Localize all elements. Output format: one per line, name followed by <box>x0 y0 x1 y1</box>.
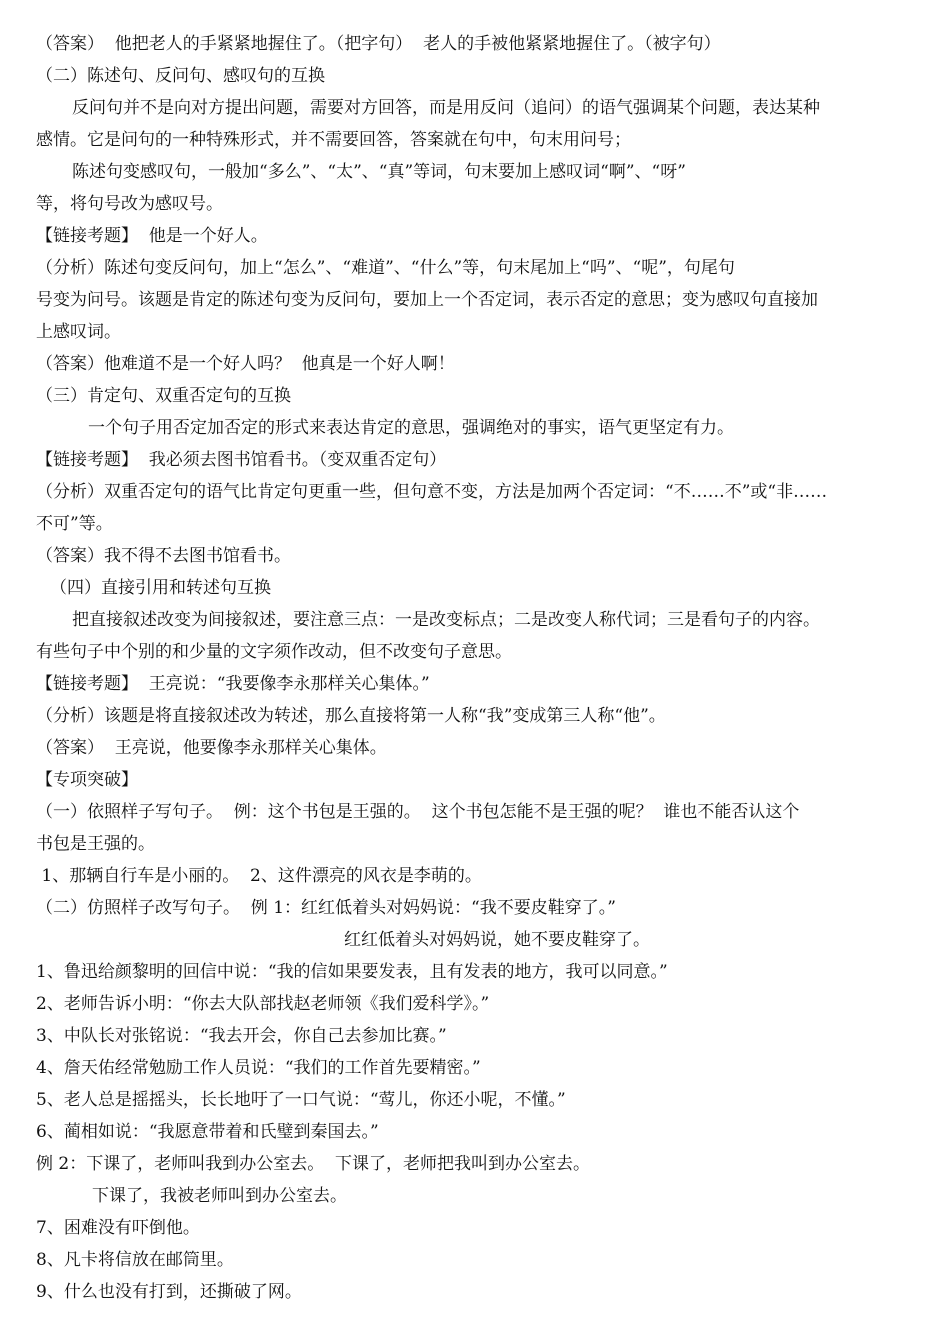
text-line: 1、那辆自行车是小丽的。 2、这件漂亮的风衣是李萌的。 <box>36 866 482 886</box>
text-line: 【链接考题】 我必须去图书馆看书。（变双重否定句） <box>36 450 447 470</box>
text-line: （一）依照样子写句子。 例：这个书包是王强的。 这个书包怎能不是王强的呢？ 谁也不能否认这个 <box>36 802 800 822</box>
text-line: （答案）我不得不去图书馆看书。 <box>36 546 291 566</box>
text-line: 感情。它是问句的一种特殊形式，并不需要回答，答案就在句中，句末用问号； <box>36 130 631 150</box>
section-heading: （二）陈述句、反问句、感叹句的互换 <box>36 66 325 86</box>
text-line: 【链接考题】 他是一个好人。 <box>36 226 268 246</box>
text-line: （答案）他难道不是一个好人吗？ 他真是一个好人啊！ <box>36 354 455 374</box>
exercise-item: 1、鲁迅给颜黎明的回信中说：“我的信如果要发表，且有发表的地方，我可以同意。” <box>36 962 668 982</box>
document-page <box>36 28 916 1308</box>
text-line: （答案） 他把老人的手紧紧地握住了。（把字句） 老人的手被他紧紧地握住了。（被字句） <box>36 34 721 54</box>
exercise-item: 7、困难没有吓倒他。 <box>36 1218 200 1238</box>
text-line: 一个句子用否定加否定的形式来表达肯定的意思，强调绝对的事实，语气更坚定有力。 <box>88 418 734 438</box>
text-line: 下课了，我被老师叫到办公室去。 <box>92 1186 347 1206</box>
text-line: 号变为问号。该题是肯定的陈述句变为反问句，要加上一个否定词，表示否定的意思；变为感叹句直接加 <box>36 290 818 310</box>
text-line: 反问句并不是向对方提出问题，需要对方回答，而是用反问（追问）的语气强调某个问题，表达某种 <box>72 98 820 118</box>
text-line: （二）仿照样子改写句子。 例 1：红红低着头对妈妈说：“我不要皮鞋穿了。” <box>36 898 616 918</box>
text-line: 把直接叙述改变为间接叙述，要注意三点：一是改变标点；二是改变人称代词；三是看句子的内容。 <box>72 610 820 630</box>
exercise-item: 8、凡卡将信放在邮筒里。 <box>36 1250 234 1270</box>
text-line: （分析）该题是将直接叙述改为转述，那么直接将第一人称“我”变成第三人称“他”。 <box>36 706 666 726</box>
text-line: 等，将句号改为感叹号。 <box>36 194 223 214</box>
section-heading: （四）直接引用和转述句互换 <box>50 578 271 598</box>
section-heading: 【专项突破】 <box>36 770 138 790</box>
text-line: 书包是王强的。 <box>36 834 155 854</box>
text-line: （分析）陈述句变反问句，加上“怎么”、“难道”、“什么”等，句末尾加上“吗”、“呢”，句尾句 <box>36 258 735 278</box>
text-line: 【链接考题】 王亮说：“我要像李永那样关心集体。” <box>36 674 430 694</box>
exercise-item: 9、什么也没有打到，还撕破了网。 <box>36 1282 302 1302</box>
exercise-item: 4、詹天佑经常勉励工作人员说：“我们的工作首先要精密。” <box>36 1058 481 1078</box>
text-line: 上感叹词。 <box>36 322 121 342</box>
text-line: 红红低着头对妈妈说，她不要皮鞋穿了。 <box>344 930 650 950</box>
text-line: 不可”等。 <box>36 514 113 534</box>
exercise-item: 2、老师告诉小明：“你去大队部找赵老师领《我们爱科学》。” <box>36 994 490 1014</box>
text-line: 例 2：下课了，老师叫我到办公室去。 下课了，老师把我叫到办公室去。 <box>36 1154 591 1174</box>
text-line: 陈述句变感叹句，一般加“多么”、“太”、“真”等词，句末要加上感叹词“啊”、“呀” <box>72 162 686 182</box>
text-line: 有些句子中个别的和少量的文字须作改动，但不改变句子意思。 <box>36 642 512 662</box>
exercise-item: 6、蔺相如说：“我愿意带着和氏璧到秦国去。” <box>36 1122 379 1142</box>
section-heading: （三）肯定句、双重否定句的互换 <box>36 386 291 406</box>
text-line: （答案） 王亮说，他要像李永那样关心集体。 <box>36 738 387 758</box>
exercise-item: 5、老人总是摇摇头，长长地吁了一口气说：“莺儿，你还小呢，不懂。” <box>36 1090 566 1110</box>
exercise-item: 3、中队长对张铭说：“我去开会，你自己去参加比赛。” <box>36 1026 447 1046</box>
text-line: （分析）双重否定句的语气比肯定句更重一些，但句意不变，方法是加两个否定词：“不……不”或“非…… <box>36 482 828 502</box>
